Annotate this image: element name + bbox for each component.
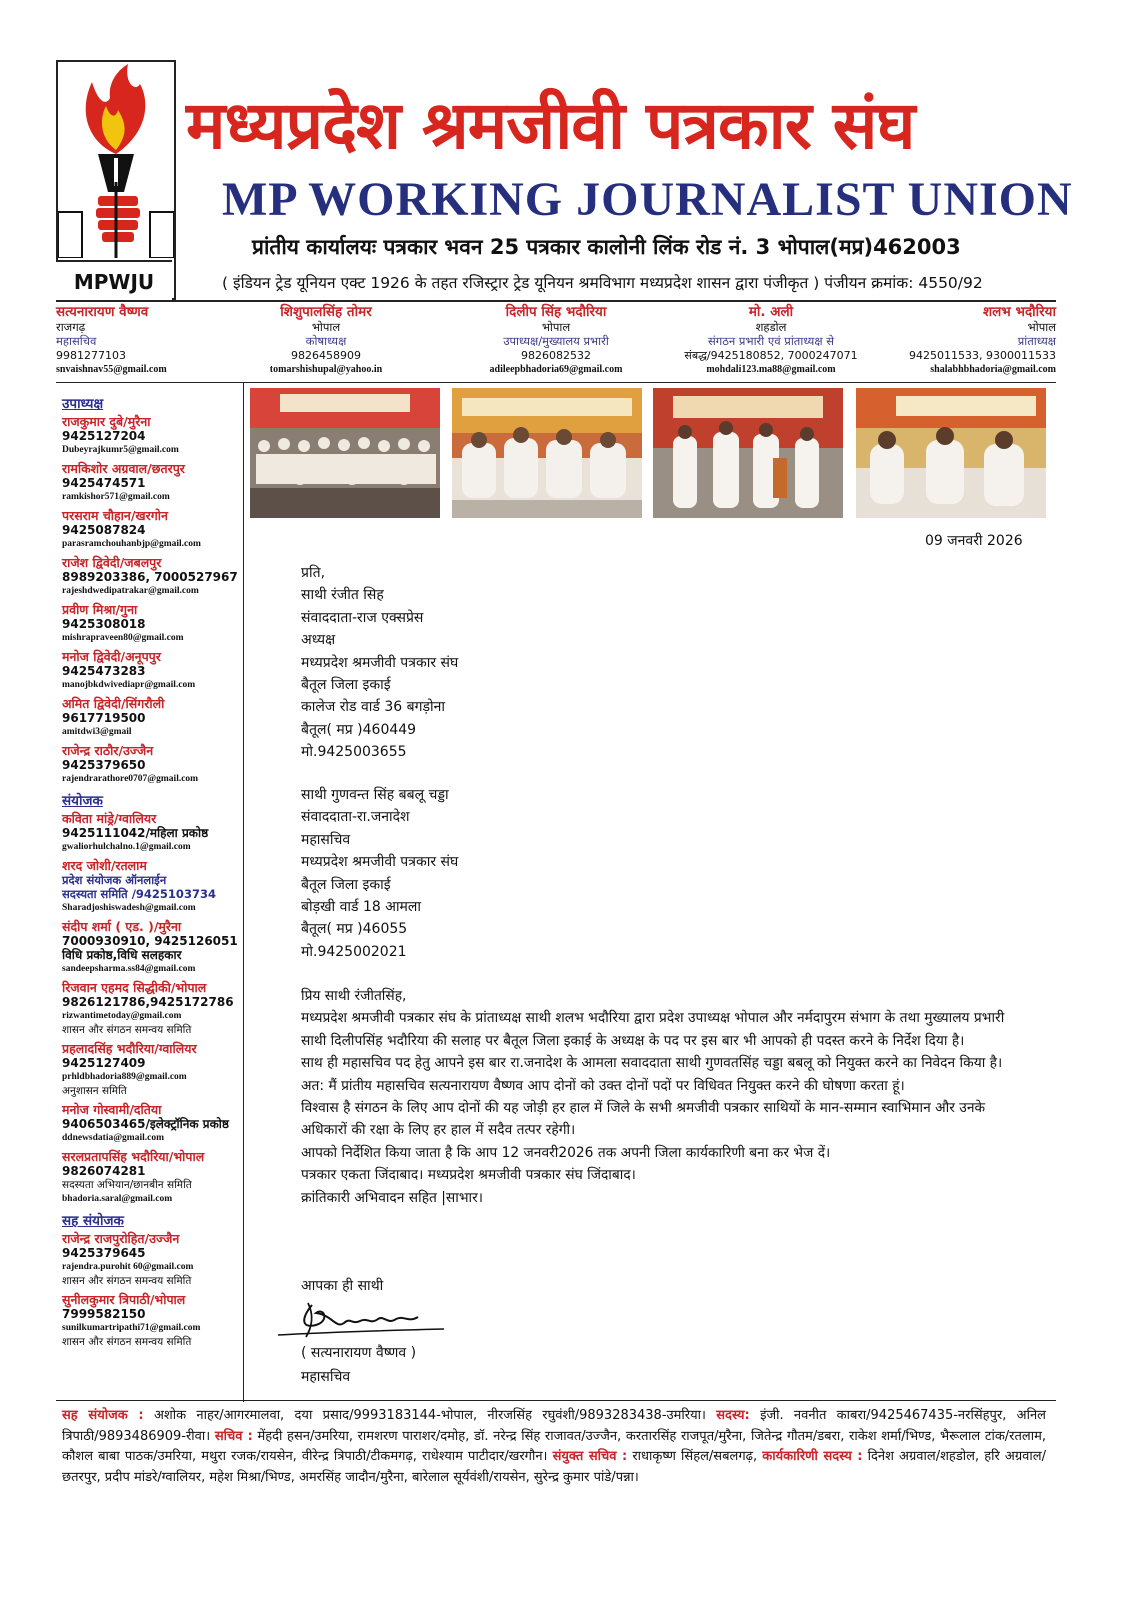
letterhead-header (0, 0, 1130, 310)
footer-text: राधाकृष्ण सिंहल/सबलगढ़, (632, 1449, 758, 1464)
member-email: sandeepsharma.ss84@gmail.com (62, 964, 196, 974)
member-entry (62, 603, 240, 645)
officer-place: राजगढ़ (56, 319, 86, 334)
member-phone: 9826121786,9425172786 (62, 995, 234, 1009)
column-divider (243, 382, 244, 1402)
member-phone: 9425474571 (62, 476, 146, 490)
union-title-hindi: मध्यप्रदेश श्रमजीवी पत्रकार संघ (186, 87, 915, 164)
member-name: राजेश द्विवेदी/जबलपुर (62, 555, 162, 570)
member-email: amitdwi3@gmail (62, 727, 132, 737)
member-name: राजेन्द्र राजपुरोहित/उज्जैन (62, 1231, 180, 1246)
member-email: ramkishor571@gmail.com (62, 492, 170, 502)
member-entry (62, 1150, 240, 1206)
officer-phone: संबद्ध/9425180852, 7000247071 (684, 348, 858, 362)
footer-divider (56, 1400, 1056, 1401)
member-role: शासन और संगठन समन्वय समिति (62, 1024, 192, 1036)
member-email: ddnewsdatia@gmail.com (62, 1133, 164, 1143)
member-name: प्रवीण मिश्रा/गुना (62, 602, 138, 617)
address-line: मो.9425003655 (301, 744, 407, 761)
member-name: राजेन्द्र राठौर/उज्जैन (62, 743, 154, 758)
member-email: gwaliorhulchalno.1@gmail.com (62, 842, 191, 852)
pen-torch-icon (58, 62, 174, 258)
footer-label-co-convener: सह संयोजक : (62, 1408, 144, 1423)
footer-label-secretary: सचिव : (214, 1428, 253, 1444)
member-entry (62, 415, 240, 457)
member-entry (62, 462, 240, 504)
member-phone: 9425379645 (62, 1246, 146, 1260)
event-photo (250, 388, 440, 518)
officer-place: भोपाल (311, 319, 341, 334)
member-role: प्रदेश संयोजक ऑनलाईन (62, 873, 167, 887)
footer-text: दिनेश अग्रवाल/शहडोल, हरि अग्रवाल/छतरपुर, प्रदीप मांडरे/ग्वालियर, महेश मिश्रा/भिण्ड, अमरसिंह जादौन/मुरैना, बारेलाल सूर्यवंशी/रायसेन, सुरेन्द्र कुमार पांडे/पन्ना। (62, 1449, 1046, 1485)
officer-phone: 9826458909 (291, 348, 361, 362)
member-email: rajeshdwedipatrakar@gmail.com (62, 586, 199, 596)
member-phone: 9617719500 (62, 711, 146, 725)
section-title-conveners: संयोजक (62, 793, 103, 809)
body-paragraph: मध्यप्रदेश श्रमजीवी पत्रकार संघ के प्रांताध्यक्ष साथी शलभ भदौरिया द्वारा प्रदेश उपाध्यक्ष भोपाल और नर्मदापुरम संभाग के तथा मुख्यालय प्रभारी साथी दिलीपसिंह भदौरिया की सलाह पर बैतूल जिला इकाई के अध्यक्ष के पद पर इस बार भी आपको ही पदस्त करने के निर्देश दिया है। (301, 1010, 1005, 1049)
member-name: परसराम चौहान/खरगोन (62, 508, 168, 523)
member-phone: 9425111042/महिला प्रकोष्ठ (62, 826, 209, 840)
address-line: साथी गुणवन्त सिंह बबलू चड्डा (301, 787, 449, 803)
event-photo-strip (250, 388, 1050, 520)
member-phone: 9826074281 (62, 1164, 146, 1178)
address-line: साथी रंजीत सिह (301, 587, 384, 604)
address-line: प्रति, (301, 565, 326, 581)
address-line: मध्यप्रदेश श्रमजीवी पत्रकार संघ (301, 654, 459, 671)
member-name: सुनीलकुमार त्रिपाठी/भोपाल (62, 1292, 186, 1307)
officer-place: शहडोल (755, 319, 787, 334)
event-photo (856, 388, 1046, 518)
member-entry (62, 697, 240, 739)
officer-designation: उपाध्यक्ष/मुख्यालय प्रभारी (503, 334, 609, 348)
member-role: शासन और संगठन समन्वय समिति (62, 1275, 192, 1287)
footer-label-members: सदस्य: (716, 1408, 750, 1423)
body-paragraph: विश्वास है संगठन के लिए आप दोनों की यह जोड़ी हर हाल में जिले के सभी श्रमजीवी पत्रकार साथियों के मान-सम्मान स्वाभिमान और उनके अधिकारों की रक्षा के लिए हर हाल में सदैव तत्पर रहेगी। (301, 1100, 986, 1139)
member-phone: 7999582150 (62, 1307, 146, 1321)
member-email: bhadoria.saral@gmail.com (62, 1194, 173, 1204)
address-line: बैतूल जिला इकाई (301, 677, 391, 694)
member-name: सरलप्रतापसिंह भदौरिया/भोपाल (62, 1149, 205, 1164)
officer-email: shalabhbhadoria@gmail.com (930, 364, 1056, 375)
member-name: शरद जोशी/रतलाम (62, 858, 147, 873)
officer-email: mohdali123.ma88@gmail.com (706, 364, 836, 375)
address-line: अध्यक्ष (301, 632, 336, 649)
member-name: रिजवान एहमद सिद्धीकी/भोपाल (62, 980, 207, 995)
member-email: rajendrarathore0707@gmail.com (62, 774, 199, 784)
member-phone: 9406503465/इलेक्ट्रॉनिक प्रकोष्ठ (62, 1117, 229, 1131)
member-role: सदस्यता अभियान/छानबीन समिति (62, 1179, 192, 1191)
footer-members (62, 1406, 1046, 1488)
member-entry (62, 744, 240, 786)
footer-label-executive: कार्यकारिणी सदस्य : (762, 1449, 863, 1464)
member-email: rajendra.purohit 60@gmail.com (62, 1262, 194, 1272)
body-paragraph: पत्रकार एकता जिंदाबाद। मध्यप्रदेश श्रमजीवी पत्रकार संघ जिंदाबाद। (301, 1167, 636, 1184)
officer-card (246, 305, 406, 378)
signer-title: महासचिव (301, 1369, 351, 1385)
member-entry (62, 812, 240, 854)
officer-card (666, 305, 876, 378)
member-entry (62, 650, 240, 692)
body-paragraph: साथ ही महासचिव पद हेतु आपने इस बार रा.जनादेश के आमला सवाददाता साथी गुणवतसिंह चड्डा बबलू को नियुक्त करने का निवेदन किया है। (301, 1055, 1003, 1072)
officer-designation: संगठन प्रभारी एवं प्रांताध्यक्ष से (707, 334, 835, 348)
member-phone: 9425308018 (62, 617, 146, 631)
event-photo (452, 388, 642, 518)
member-entry (62, 1103, 240, 1145)
signer-name: ( सत्यनारायण वैष्णव ) (301, 1345, 417, 1361)
member-name: रामकिशोर अग्रवाल/छतरपुर (62, 461, 185, 476)
member-name: अमित द्विवेदी/सिंगरौली (62, 696, 165, 711)
member-name: मनोज गोस्वामी/दतिया (62, 1102, 162, 1117)
member-email: Sharadjoshiswadesh@gmail.com (62, 903, 196, 913)
member-role: शासन और संगठन समन्वय समिति (62, 1336, 192, 1348)
officer-card (886, 305, 1056, 378)
member-entry (62, 920, 240, 976)
member-phone: 9425127409 (62, 1056, 146, 1070)
union-title-english: MP WORKING JOURNALIST UNION (222, 173, 1073, 226)
member-email: manojbkdwivediapr@gmail.com (62, 680, 196, 690)
footer-text: इंजी. नवनीत काबरा/9425467435-नरसिंहपुर, अनिल त्रिपाठी/9893486909-रीवा। (62, 1408, 1046, 1444)
member-email: prhldbhadoria889@gmail.com (62, 1072, 187, 1082)
address-line: मध्यप्रदेश श्रमजीवी पत्रकार संघ (301, 854, 459, 871)
member-role: अनुशासन समिति (62, 1085, 127, 1097)
member-entry (62, 556, 240, 598)
officer-name: दिलीप सिंह भदौरिया (505, 304, 607, 320)
member-phone: 9425087824 (62, 523, 146, 537)
recipient-2-address (301, 784, 458, 963)
body-paragraph: क्रांतिकारी अभिवादन सहित |साभार। (301, 1189, 483, 1206)
officer-name: सत्यनारायण वैष्णव (56, 304, 149, 320)
member-name: राजकुमार दुबे/मुरैना (62, 414, 151, 429)
closing-line: आपका ही साथी (301, 1278, 384, 1294)
address-line: बोड़खी वार्ड 18 आमला (301, 899, 422, 916)
letter-body (301, 985, 1021, 1209)
section-title-vice-presidents: उपाध्यक्ष (62, 396, 104, 412)
address-line: संवाददाता-रा.जनादेश (301, 809, 410, 826)
member-name: प्रहलादसिंह भदौरिया/ग्वालियर (62, 1041, 197, 1056)
officer-phone: 9826082532 (521, 348, 591, 362)
member-role-phone: सदस्यता समिति /9425103734 (62, 887, 216, 901)
body-paragraph: आपको निर्देशित किया जाता है कि आप 12 जनवरी2026 तक अपनी जिला कार्यकारिणी बना कर भेज दें। (301, 1144, 831, 1161)
officer-designation: महासचिव (56, 334, 97, 348)
member-email: Dubeyrajkumr5@gmail.com (62, 445, 179, 455)
handwritten-signature (272, 1295, 452, 1345)
member-phone: 9425473283 (62, 664, 146, 678)
header-divider (56, 300, 1056, 302)
officer-place: भोपाल (1027, 319, 1056, 334)
officer-email: tomarshishupal@yahoo.in (269, 364, 383, 375)
registration-line: ( इंडियन ट्रेड यूनियन एक्ट 1926 के तहत रजिस्ट्रार ट्रेड यूनियन श्रमविभाग मध्यप्रदेश शासन द्वारा पंजीकृत ) पंजीयन क्रमांक: 4550/92 (222, 274, 983, 292)
footer-text: अशोक नाहर/आगरमालवा, दया प्रसाद/9993183144-भोपाल, नीरजसिंह रघुवंशी/9893283438-उमरिया। (153, 1408, 706, 1423)
member-role: विधि प्रकोष्ठ,विधि सलहकार (62, 948, 182, 962)
section-title-co-conveners: सह संयोजक (62, 1213, 124, 1229)
officer-phone: 9425011533, 9300011533 (909, 348, 1056, 362)
left-member-column (62, 392, 240, 1354)
member-phone: 9425379650 (62, 758, 146, 772)
address-line: बैतूल( मप्र )460449 (301, 721, 417, 738)
logo-caption: MPWJU (56, 260, 172, 300)
member-phone: 7000930910, 9425126051 (62, 934, 238, 948)
member-email: mishrapraveen80@gmail.com (62, 633, 184, 643)
member-email: sunilkumartripathi71@gmail.com (62, 1323, 201, 1333)
address-line: संवाददाता-राज एक्सप्रेस (301, 609, 424, 626)
officer-email: adileepbhadoria69@gmail.com (489, 364, 623, 375)
member-name: मनोज द्विवेदी/अनूपपुर (62, 649, 161, 664)
recipient-1-address (301, 562, 458, 764)
member-phone: 9425127204 (62, 429, 146, 443)
officers-row (56, 305, 1056, 385)
member-name: कविता मांड्रे/ग्वालियर (62, 811, 157, 826)
union-logo (56, 60, 176, 300)
member-email: parasramchouhanbjp@gmail.com (62, 539, 201, 549)
body-paragraph: अत: मैं प्रांतीय महासचिव सत्यनारायण वैष्णव आप दोनों को उक्त दोनों पदों पर विधिवत नियुक्त करने की घोषणा करता हूं। (301, 1077, 905, 1094)
salutation: प्रिय साथी रंजीतसिंह, (301, 988, 407, 1004)
officer-place: भोपाल (541, 319, 571, 334)
officers-divider (56, 382, 1056, 383)
member-entry (62, 509, 240, 551)
address-line: बैतूल( मप्र )46055 (301, 921, 408, 938)
member-entry (62, 1042, 240, 1098)
footer-text: मेंहदी हसन/उमरिया, रामशरण पाराशर/दमोह, डॉ. नरेन्द्र सिंह राजावत/उज्जैन, करतारसिंह राजपूत/मुरैना, जितेन्द्र गौतम/डबरा, राकेश शर्मा/भिण्ड, भैरूलाल टांक/रतलाम, कौशल बाबा पाठक/उमरिया, मथुरा रजक/रायसेन, वीरेन्द्र त्रिपाठी/टीकमगढ़, राधेश्याम पाटीदार/खरगौन। (62, 1428, 1046, 1464)
officer-name: शलभ भदौरिया (982, 304, 1056, 320)
member-phone: 8989203386, 7000527967 (62, 570, 238, 584)
officer-designation: कोषाध्यक्ष (305, 334, 347, 348)
officer-email: snvaishnav55@gmail.com (56, 364, 167, 375)
office-address: प्रांतीय कार्यालयः पत्रकार भवन 25 पत्रकार कालोनी लिंक रोड नं. 3 भोपाल(मप्र)462003 (252, 235, 961, 259)
officer-phone: 9981277103 (56, 348, 126, 362)
member-entry (62, 1232, 240, 1288)
member-entry (62, 1293, 240, 1349)
letter-date: 09 जनवरी 2026 (925, 533, 1023, 549)
officer-card (466, 305, 646, 378)
member-entry (62, 859, 240, 915)
member-email: rizwantimetoday@gmail.com (62, 1011, 182, 1021)
member-name: संदीप शर्मा ( एड. )/मुरैना (62, 919, 182, 934)
officer-name: मो. अली (748, 304, 794, 320)
footer-label-joint-secretary: संयुक्त सचिव : (552, 1449, 628, 1464)
officer-designation: प्रांताध्यक्ष (1017, 334, 1056, 348)
officer-card (56, 305, 206, 378)
address-line: बैतूल जिला इकाई (301, 876, 391, 893)
address-line: महासचिव (301, 831, 351, 848)
event-photo (653, 388, 843, 518)
officer-name: शिशुपालसिंह तोमर (280, 304, 372, 320)
address-line: कालेज रोड वार्ड 36 बगड़ोना (301, 699, 446, 716)
member-entry (62, 981, 240, 1037)
address-line: मो.9425002021 (301, 943, 407, 960)
